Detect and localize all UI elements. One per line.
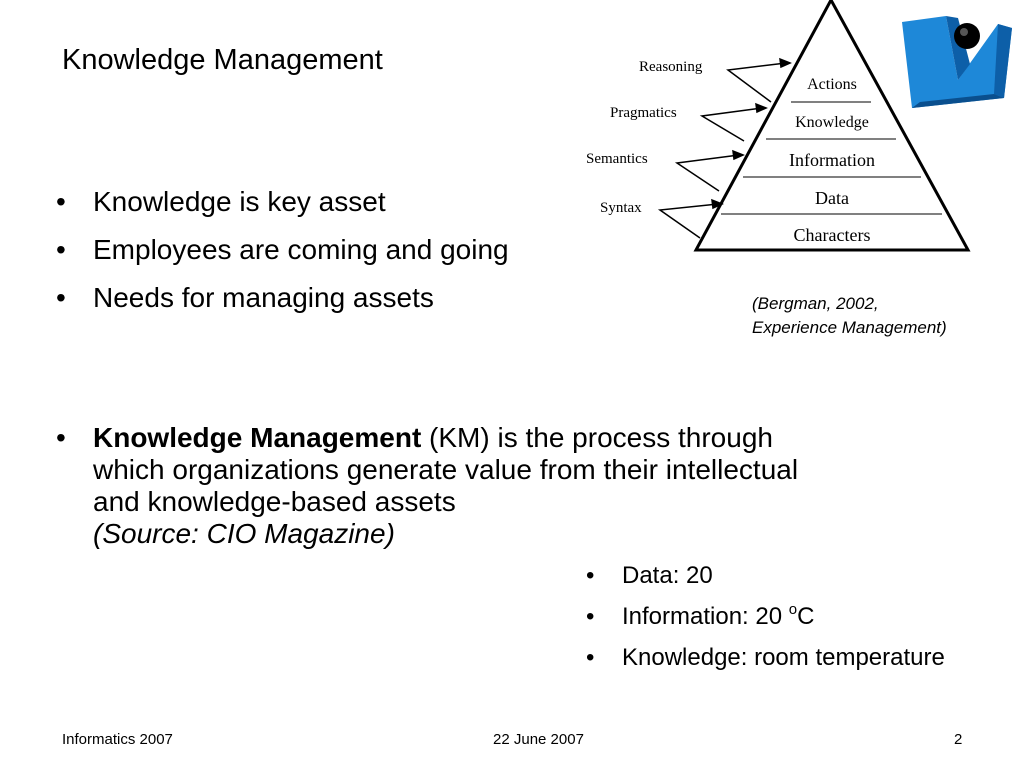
key-points-list: [56, 184, 509, 328]
university-logo-icon: [900, 14, 1016, 110]
citation-line-1: (Bergman, 2002,: [752, 294, 879, 313]
bullet-icon: •: [56, 186, 66, 217]
km-definition-line-2: which organizations generate value from their intellectual: [93, 454, 799, 485]
footer-date: 22 June 2007: [493, 731, 584, 748]
bullet-icon: •: [56, 422, 66, 453]
list-item: [586, 601, 945, 633]
pyramid-level-information: Information: [789, 150, 875, 170]
connector-semantics: [677, 151, 743, 191]
side-label-pragmatics: Pragmatics: [610, 105, 677, 121]
example-text: Data: 20: [622, 562, 713, 589]
bullet-icon: •: [586, 603, 595, 630]
side-label-reasoning: Reasoning: [639, 59, 703, 75]
examples-list: [586, 560, 945, 683]
bullet-icon: •: [586, 562, 595, 589]
km-definition-line-1: [93, 422, 976, 454]
bullet-icon: •: [586, 644, 595, 671]
km-definition-line-3: and knowledge-based assets: [93, 486, 456, 517]
bullet-text: Needs for managing assets: [93, 282, 434, 313]
slide-number: 2: [954, 731, 963, 748]
citation-line-2: Experience Management): [752, 318, 947, 337]
km-term: Knowledge Management: [93, 422, 422, 453]
km-definition: [56, 422, 976, 550]
list-item: [586, 642, 945, 674]
km-definition-text: (KM) is the process through: [421, 422, 773, 453]
list-item: [56, 280, 509, 316]
example-text: Knowledge: room temperature: [622, 644, 945, 671]
connector-pragmatics: [702, 104, 766, 141]
pyramid-citation: [752, 292, 947, 340]
km-source-text: (Source: CIO Magazine): [93, 518, 395, 549]
footer-event: Informatics 2007: [62, 731, 173, 748]
pyramid-level-actions: Actions: [807, 76, 857, 93]
bullet-icon: •: [56, 234, 66, 265]
pyramid-level-knowledge: Knowledge: [795, 114, 869, 131]
pyramid-level-characters: Characters: [793, 225, 871, 245]
bullet-text: Employees are coming and going: [93, 234, 509, 265]
list-item: [56, 232, 509, 268]
list-item: [56, 184, 509, 220]
degree-superscript: o: [788, 601, 798, 618]
connector-syntax: [660, 200, 722, 238]
pyramid-level-data: Data: [815, 188, 849, 208]
side-label-semantics: Semantics: [586, 151, 648, 167]
example-unit: C: [797, 603, 815, 630]
bullet-icon: •: [56, 282, 66, 313]
connector-reasoning: [728, 59, 790, 102]
km-source: [93, 518, 976, 550]
bullet-text: Knowledge is key asset: [93, 186, 386, 217]
example-text: Information: 20: [622, 603, 789, 630]
side-label-syntax: Syntax: [600, 200, 642, 216]
slide-title: Knowledge Management: [62, 44, 383, 76]
list-item: [586, 560, 945, 592]
